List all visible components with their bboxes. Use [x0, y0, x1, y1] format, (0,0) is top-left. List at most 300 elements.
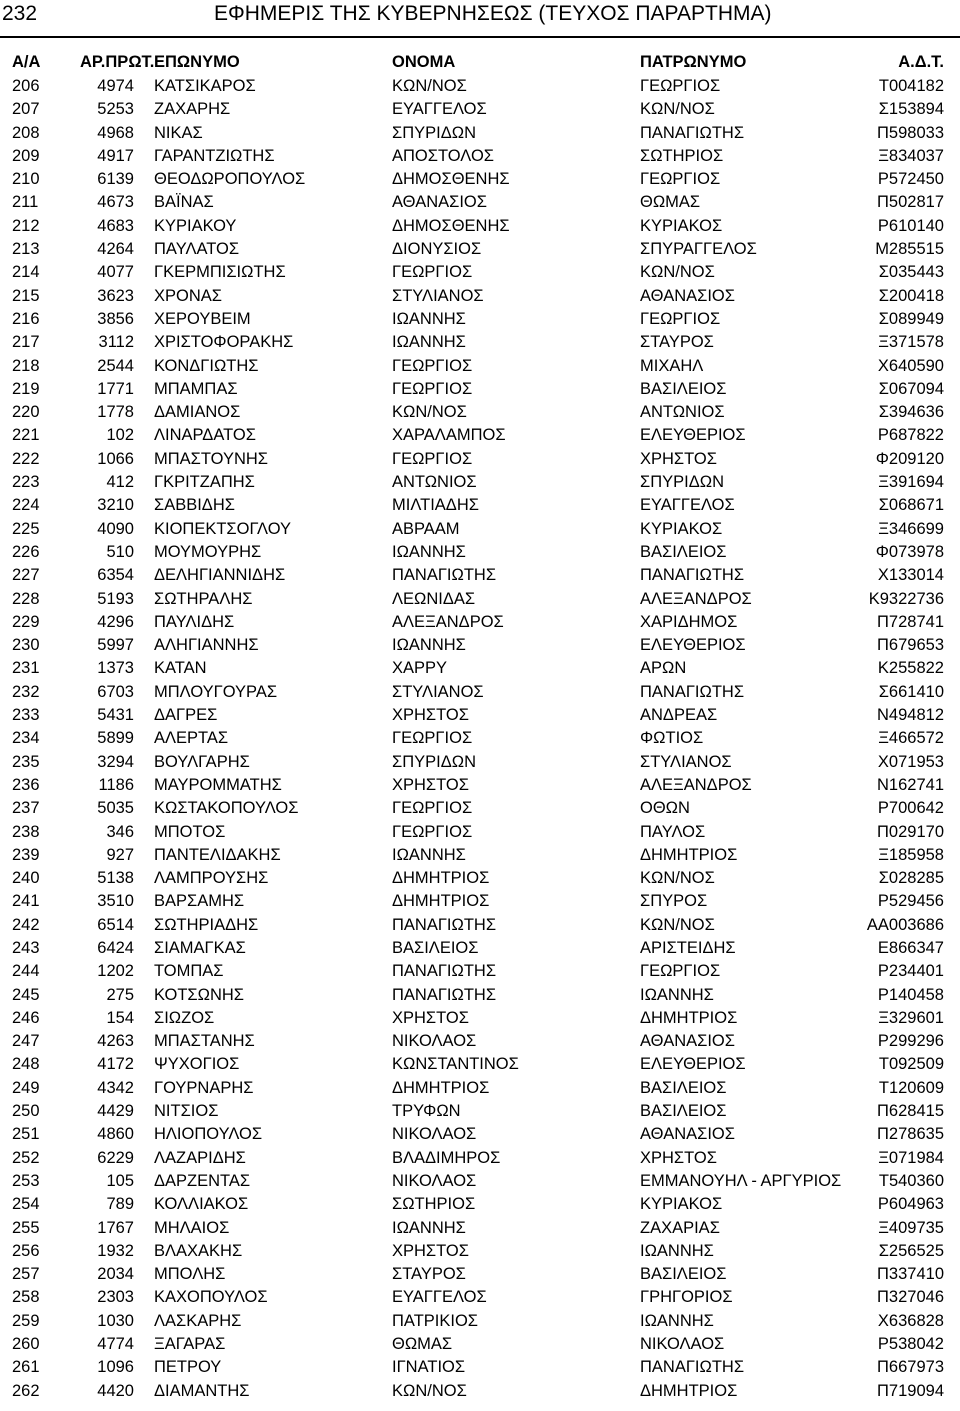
table-row [0, 984, 960, 1007]
protocol-number-cell: 3294 [97, 752, 134, 771]
row-number-cell: 240 [12, 869, 40, 888]
table-row [0, 494, 960, 517]
id-number-cell: Ρ687822 [877, 426, 944, 445]
surname-cell: ΒΟΥΛΓΑΡΗΣ [154, 752, 250, 771]
id-number-cell: Σ035443 [878, 263, 944, 282]
protocol-number-cell: 1030 [97, 1311, 134, 1330]
table-row [0, 355, 960, 378]
table-row [0, 1193, 960, 1216]
table-row [0, 122, 960, 145]
first-name-cell: ΒΑΣΙΛΕΙΟΣ [392, 938, 479, 957]
first-name-cell: ΔΙΟΝΥΣΙΟΣ [392, 240, 482, 259]
protocol-number-cell: 1932 [97, 1241, 134, 1260]
protocol-number-cell: 412 [106, 473, 134, 492]
row-number-cell: 229 [12, 612, 40, 631]
table-row [0, 588, 960, 611]
protocol-number-cell: 3623 [97, 286, 134, 305]
father-name-cell: ΓΕΩΡΓΙΟΣ [640, 170, 721, 189]
father-name-cell: ΧΡΗΣΤΟΣ [640, 1148, 717, 1167]
table-header-row [0, 50, 960, 75]
father-name-cell: ΘΩΜΑΣ [640, 193, 701, 212]
father-name-cell: ΒΑΣΙΛΕΙΟΣ [640, 1078, 727, 1097]
protocol-number-cell: 4683 [97, 216, 134, 235]
father-name-cell: ΒΑΣΙΛΕΙΟΣ [640, 379, 727, 398]
surname-cell: ΜΗΛΑΙΟΣ [154, 1218, 230, 1237]
table-row [0, 215, 960, 238]
protocol-number-cell: 346 [106, 822, 134, 841]
row-number-cell: 256 [12, 1241, 40, 1260]
row-number-cell: 259 [12, 1311, 40, 1330]
protocol-number-cell: 4917 [97, 146, 134, 165]
surname-cell: ΜΠΑΜΠΑΣ [154, 379, 238, 398]
page-number: 232 [2, 2, 38, 25]
surname-cell: ΣΙΑΜΑΓΚΑΣ [154, 938, 246, 957]
protocol-number-cell: 927 [106, 845, 134, 864]
row-number-cell: 219 [12, 379, 40, 398]
father-name-cell: ΕΥΑΓΓΕΛΟΣ [640, 496, 735, 515]
row-number-cell: 226 [12, 542, 40, 561]
id-number-cell: Π337410 [877, 1265, 944, 1284]
id-number-cell: Ρ234401 [877, 962, 944, 981]
father-name-cell: ΕΜΜΑΝΟΥΗΛ - ΑΡΓΥΡΙΟΣ [640, 1171, 842, 1190]
surname-cell: ΜΠΟΤΟΣ [154, 822, 226, 841]
protocol-number-cell: 6514 [97, 915, 134, 934]
father-name-cell: ΜΙΧΑΗΛ [640, 356, 704, 375]
first-name-cell: ΓΕΩΡΓΙΟΣ [392, 822, 473, 841]
protocol-number-cell: 4172 [97, 1055, 134, 1074]
table-row [0, 704, 960, 727]
father-name-cell: ΣΠΥΡΟΣ [640, 892, 708, 911]
column-header-first-name: ΟΝΟΜΑ [392, 53, 456, 71]
row-number-cell: 258 [12, 1288, 40, 1307]
table-row [0, 448, 960, 471]
protocol-number-cell: 3510 [97, 892, 134, 911]
column-header-aa: Α/Α [12, 53, 41, 71]
surname-cell: ΖΑΧΑΡΗΣ [154, 100, 231, 119]
id-number-cell: Ρ604963 [877, 1195, 944, 1214]
id-number-cell: Ν162741 [877, 775, 944, 794]
row-number-cell: 221 [12, 426, 40, 445]
table-row [0, 1147, 960, 1170]
first-name-cell: ΜΙΛΤΙΑΔΗΣ [392, 496, 479, 515]
first-name-cell: ΕΥΑΓΓΕΛΟΣ [392, 100, 487, 119]
id-number-cell: Τ004182 [878, 77, 944, 95]
id-number-cell: Σ068671 [878, 496, 944, 515]
protocol-number-cell: 1202 [97, 962, 134, 981]
first-name-cell: ΝΙΚΟΛΑΟΣ [392, 1032, 477, 1051]
father-name-cell: ΣΤΑΥΡΟΣ [640, 333, 714, 352]
surname-cell: ΠΑΥΛΙΔΗΣ [154, 612, 235, 631]
protocol-number-cell: 5138 [97, 869, 134, 888]
first-name-cell: ΑΝΤΩΝΙΟΣ [392, 473, 477, 492]
father-name-cell: ΚΩΝ/ΝΟΣ [640, 100, 715, 119]
protocol-number-cell: 4263 [97, 1032, 134, 1051]
surname-cell: ΝΙΚΑΣ [154, 123, 203, 142]
id-number-cell: Τ540360 [878, 1171, 944, 1190]
row-number-cell: 218 [12, 356, 40, 375]
protocol-number-cell: 4420 [97, 1381, 134, 1400]
first-name-cell: ΧΡΗΣΤΟΣ [392, 1008, 469, 1027]
first-name-cell: ΑΠΟΣΤΟΛΟΣ [392, 146, 494, 165]
surname-cell: ΞΑΓΑΡΑΣ [154, 1335, 226, 1354]
table-row [0, 75, 960, 98]
surname-cell: ΛΑΣΚΑΡΗΣ [154, 1311, 242, 1330]
table-row [0, 145, 960, 168]
id-number-cell: Π667973 [877, 1358, 944, 1377]
father-name-cell: ΙΩΑΝΝΗΣ [640, 1311, 714, 1330]
father-name-cell: ΓΕΩΡΓΙΟΣ [640, 77, 721, 95]
surname-cell: ΑΛΗΓΙΑΝΝΗΣ [154, 636, 259, 655]
table-row [0, 308, 960, 331]
first-name-cell: ΑΘΑΝΑΣΙΟΣ [392, 193, 487, 212]
row-number-cell: 250 [12, 1102, 40, 1121]
row-number-cell: 253 [12, 1171, 40, 1190]
father-name-cell: ΑΘΑΝΑΣΙΟΣ [640, 1125, 735, 1144]
surname-cell: ΜΑΥΡΟΜΜΑΤΗΣ [154, 775, 282, 794]
father-name-cell: ΣΩΤΗΡΙΟΣ [640, 146, 724, 165]
surname-cell: ΧΡΟΝΑΣ [154, 286, 222, 305]
first-name-cell: ΧΡΗΣΤΟΣ [392, 1241, 469, 1260]
row-number-cell: 223 [12, 473, 40, 492]
id-number-cell: Σ028285 [878, 869, 944, 888]
row-number-cell: 220 [12, 403, 40, 422]
table-row [0, 1286, 960, 1309]
id-number-cell: Ξ391694 [878, 473, 944, 492]
father-name-cell: ΣΤΥΛΙΑΝΟΣ [640, 752, 732, 771]
table-row [0, 821, 960, 844]
protocol-number-cell: 3210 [97, 496, 134, 515]
protocol-number-cell: 6229 [97, 1148, 134, 1167]
first-name-cell: ΠΑΝΑΓΙΩΤΗΣ [392, 915, 497, 934]
father-name-cell: ΕΛΕΥΘΕΡΙΟΣ [640, 636, 746, 655]
protocol-number-cell: 1096 [97, 1358, 134, 1377]
surname-cell: ΣΩΤΗΡΑΛΗΣ [154, 589, 253, 608]
table-row [0, 1030, 960, 1053]
surname-cell: ΚΟΤΣΩΝΗΣ [154, 985, 244, 1004]
first-name-cell: ΙΩΑΝΝΗΣ [392, 333, 466, 352]
table-row [0, 471, 960, 494]
first-name-cell: ΓΕΩΡΓΙΟΣ [392, 379, 473, 398]
table-row [0, 1310, 960, 1333]
table-row [0, 844, 960, 867]
id-number-cell: Σ256525 [878, 1241, 944, 1260]
protocol-number-cell: 510 [106, 542, 134, 561]
surname-cell: ΣΑΒΒΙΔΗΣ [154, 496, 235, 515]
surname-cell: ΛΙΝΑΡΔΑΤΟΣ [154, 426, 256, 445]
id-number-cell: Σ067094 [878, 379, 944, 398]
father-name-cell: ΑΡΙΣΤΕΙΔΗΣ [640, 938, 736, 957]
first-name-cell: ΧΡΗΣΤΟΣ [392, 706, 469, 725]
first-name-cell: ΚΩΝ/ΝΟΣ [392, 1381, 467, 1400]
first-name-cell: ΣΠΥΡΙΔΩΝ [392, 123, 476, 142]
protocol-number-cell: 4264 [97, 240, 134, 259]
father-name-cell: ΑΝΔΡΕΑΣ [640, 706, 718, 725]
row-number-cell: 211 [12, 193, 39, 212]
surname-cell: ΚΟΝΔΓΙΩΤΗΣ [154, 356, 259, 375]
row-number-cell: 228 [12, 589, 40, 608]
table-row [0, 937, 960, 960]
id-number-cell: Ε866347 [877, 938, 944, 957]
protocol-number-cell: 789 [106, 1195, 134, 1214]
father-name-cell: ΟΘΩΝ [640, 799, 690, 818]
surname-cell: ΓΟΥΡΝΑΡΗΣ [154, 1078, 254, 1097]
protocol-number-cell: 6424 [97, 938, 134, 957]
father-name-cell: ΚΩΝ/ΝΟΣ [640, 263, 715, 282]
protocol-number-cell: 4974 [97, 77, 134, 95]
id-number-cell: Ρ610140 [877, 216, 944, 235]
protocol-number-cell: 1778 [97, 403, 134, 422]
father-name-cell: ΑΛΕΞΑΝΔΡΟΣ [640, 775, 752, 794]
table-row [0, 191, 960, 214]
row-number-cell: 233 [12, 706, 40, 725]
table-row [0, 1333, 960, 1356]
first-name-cell: ΠΑΝΑΓΙΩΤΗΣ [392, 566, 497, 585]
id-number-cell: Τ092509 [878, 1055, 944, 1074]
father-name-cell: ΚΥΡΙΑΚΟΣ [640, 1195, 723, 1214]
id-number-cell: Π502817 [877, 193, 944, 212]
id-number-cell: Ξ071984 [878, 1148, 944, 1167]
row-number-cell: 241 [12, 892, 40, 911]
row-number-cell: 238 [12, 822, 40, 841]
id-number-cell: Π719094 [877, 1381, 944, 1400]
table-row [0, 238, 960, 261]
row-number-cell: 248 [12, 1055, 40, 1074]
first-name-cell: ΙΩΑΝΝΗΣ [392, 1218, 466, 1237]
first-name-cell: ΙΩΑΝΝΗΣ [392, 636, 466, 655]
surname-cell: ΣΩΤΗΡΙΑΔΗΣ [154, 915, 259, 934]
protocol-number-cell: 5431 [97, 706, 134, 725]
row-number-cell: 217 [12, 333, 40, 352]
id-number-cell: Π628415 [877, 1102, 944, 1121]
surname-cell: ΜΠΑΣΤΟΥΝΗΣ [154, 449, 268, 468]
protocol-number-cell: 5253 [97, 100, 134, 119]
father-name-cell: ΑΘΑΝΑΣΙΟΣ [640, 286, 735, 305]
father-name-cell: ΑΛΕΞΑΝΔΡΟΣ [640, 589, 752, 608]
row-number-cell: 247 [12, 1032, 40, 1051]
surname-cell: ΔΑΜΙΑΝΟΣ [154, 403, 241, 422]
first-name-cell: ΕΥΑΓΓΕΛΟΣ [392, 1288, 487, 1307]
id-number-cell: Ρ572450 [877, 170, 944, 189]
row-number-cell: 206 [12, 77, 40, 95]
surname-cell: ΔΙΑΜΑΝΤΗΣ [154, 1381, 250, 1400]
first-name-cell: ΣΠΥΡΙΔΩΝ [392, 752, 476, 771]
id-number-cell: Χ640590 [877, 356, 944, 375]
table-row [0, 1170, 960, 1193]
surname-cell: ΠΑΥΛΑΤΟΣ [154, 240, 240, 259]
row-number-cell: 224 [12, 496, 40, 515]
father-name-cell: ΕΛΕΥΘΕΡΙΟΣ [640, 426, 746, 445]
protocol-number-cell: 1771 [97, 379, 134, 398]
protocol-number-cell: 275 [106, 985, 134, 1004]
protocol-number-cell: 4429 [97, 1102, 134, 1121]
table-row [0, 518, 960, 541]
table-row [0, 564, 960, 587]
protocol-number-cell: 4296 [97, 612, 134, 631]
first-name-cell: ΚΩΝ/ΝΟΣ [392, 77, 467, 95]
table-row [0, 331, 960, 354]
id-number-cell: Σ089949 [878, 309, 944, 328]
father-name-cell: ΚΩΝ/ΝΟΣ [640, 869, 715, 888]
surname-cell: ΛΑΖΑΡΙΔΗΣ [154, 1148, 246, 1167]
father-name-cell: ΑΝΤΩΝΙΟΣ [640, 403, 725, 422]
father-name-cell: ΓΕΩΡΓΙΟΣ [640, 309, 721, 328]
id-number-cell: Π598033 [877, 123, 944, 142]
row-number-cell: 242 [12, 915, 40, 934]
protocol-number-cell: 154 [106, 1008, 134, 1027]
protocol-number-cell: 2544 [97, 356, 134, 375]
table-row [0, 1053, 960, 1076]
first-name-cell: ΚΩΝΣΤΑΝΤΙΝΟΣ [392, 1055, 519, 1074]
row-number-cell: 237 [12, 799, 40, 818]
surname-cell: ΔΕΛΗΓΙΑΝΝΙΔΗΣ [154, 566, 286, 585]
first-name-cell: ΓΕΩΡΓΙΟΣ [392, 799, 473, 818]
row-number-cell: 260 [12, 1335, 40, 1354]
row-number-cell: 249 [12, 1078, 40, 1097]
row-number-cell: 216 [12, 309, 40, 328]
id-number-cell: Ξ409735 [878, 1218, 944, 1237]
surname-cell: ΓΚΡΙΤΖΑΠΗΣ [154, 473, 255, 492]
first-name-cell: ΓΕΩΡΓΙΟΣ [392, 729, 473, 748]
protocol-number-cell: 3112 [98, 333, 134, 352]
first-name-cell: ΝΙΚΟΛΑΟΣ [392, 1125, 477, 1144]
table-row [0, 867, 960, 890]
father-name-cell: ΖΑΧΑΡΙΑΣ [640, 1218, 720, 1237]
row-number-cell: 255 [12, 1218, 40, 1237]
first-name-cell: ΓΕΩΡΓΙΟΣ [392, 356, 473, 375]
table-row [0, 914, 960, 937]
first-name-cell: ΠΑΝΑΓΙΩΤΗΣ [392, 985, 497, 1004]
first-name-cell: ΘΩΜΑΣ [392, 1335, 453, 1354]
surname-cell: ΨΥΧΟΓΙΟΣ [154, 1055, 240, 1074]
id-number-cell: Χ071953 [877, 752, 944, 771]
father-name-cell: ΓΕΩΡΓΙΟΣ [640, 962, 721, 981]
row-number-cell: 243 [12, 938, 40, 957]
surname-cell: ΚΟΛΛΙΑΚΟΣ [154, 1195, 249, 1214]
table-row [0, 401, 960, 424]
row-number-cell: 207 [12, 100, 40, 119]
row-number-cell: 261 [12, 1358, 40, 1377]
father-name-cell: ΒΑΣΙΛΕΙΟΣ [640, 542, 727, 561]
registry-table [0, 50, 960, 1403]
first-name-cell: ΔΗΜΗΤΡΙΟΣ [392, 892, 490, 911]
table-row [0, 378, 960, 401]
table-body [0, 75, 960, 1403]
father-name-cell: ΔΗΜΗΤΡΙΟΣ [640, 1008, 738, 1027]
column-header-father-name: ΠΑΤΡΩΝΥΜΟ [640, 53, 747, 71]
id-number-cell: Κ255822 [877, 659, 944, 678]
father-name-cell: ΑΡΩΝ [640, 659, 687, 678]
id-number-cell: Ξ371578 [878, 333, 944, 352]
column-header-protocol-number: ΑΡ.ΠΡΩΤ. [80, 53, 155, 71]
id-number-cell: Φ209120 [875, 449, 944, 468]
first-name-cell: ΔΗΜΟΣΘΕΝΗΣ [392, 170, 510, 189]
first-name-cell: ΣΤΥΛΙΑΝΟΣ [392, 682, 484, 701]
first-name-cell: ΔΗΜΗΤΡΙΟΣ [392, 1078, 490, 1097]
row-number-cell: 225 [12, 519, 40, 538]
surname-cell: ΑΛΕΡΤΑΣ [154, 729, 229, 748]
surname-cell: ΚΑΤΣΙΚΑΡΟΣ [154, 77, 256, 95]
row-number-cell: 227 [12, 566, 40, 585]
table-row [0, 1240, 960, 1263]
surname-cell: ΧΡΙΣΤΟΦΟΡΑΚΗΣ [154, 333, 294, 352]
row-number-cell: 214 [12, 263, 40, 282]
table-row [0, 751, 960, 774]
surname-cell: ΠΕΤΡΟΥ [154, 1358, 222, 1377]
surname-cell: ΔΑΓΡΕΣ [154, 706, 218, 725]
row-number-cell: 251 [12, 1125, 40, 1144]
first-name-cell: ΝΙΚΟΛΑΟΣ [392, 1171, 477, 1190]
table-row [0, 960, 960, 983]
father-name-cell: ΠΑΥΛΟΣ [640, 822, 706, 841]
first-name-cell: ΣΤΥΛΙΑΝΟΣ [392, 286, 484, 305]
id-number-cell: Τ120609 [878, 1078, 944, 1097]
father-name-cell: ΚΥΡΙΑΚΟΣ [640, 216, 723, 235]
protocol-number-cell: 4342 [97, 1078, 134, 1097]
father-name-cell: ΠΑΝΑΓΙΩΤΗΣ [640, 566, 745, 585]
id-number-cell: Ν494812 [877, 706, 944, 725]
id-number-cell: Σ153894 [878, 100, 944, 119]
table-row [0, 1100, 960, 1123]
row-number-cell: 239 [12, 845, 40, 864]
protocol-number-cell: 1066 [97, 449, 134, 468]
first-name-cell: ΔΗΜΟΣΘΕΝΗΣ [392, 216, 510, 235]
protocol-number-cell: 5899 [97, 729, 134, 748]
id-number-cell: Ρ538042 [877, 1335, 944, 1354]
id-number-cell: Ξ329601 [878, 1008, 944, 1027]
table-row [0, 168, 960, 191]
father-name-cell: ΕΛΕΥΘΕΡΙΟΣ [640, 1055, 746, 1074]
row-number-cell: 230 [12, 636, 40, 655]
surname-cell: ΒΑΡΣΑΜΗΣ [154, 892, 245, 911]
row-number-cell: 208 [12, 123, 40, 142]
first-name-cell: ΤΡΥΦΩΝ [392, 1102, 461, 1121]
column-header-id-number: Α.Δ.Τ. [898, 53, 944, 71]
first-name-cell: ΔΗΜΗΤΡΙΟΣ [392, 869, 490, 888]
surname-cell: ΓΚΕΡΜΠΙΣΙΩΤΗΣ [154, 263, 286, 282]
protocol-number-cell: 4860 [97, 1125, 134, 1144]
surname-cell: ΘΕΟΔΩΡΟΠΟΥΛΟΣ [154, 170, 306, 189]
first-name-cell: ΑΒΡΑΑΜ [392, 519, 460, 538]
first-name-cell: ΠΑΝΑΓΙΩΤΗΣ [392, 962, 497, 981]
surname-cell: ΚΑΤΑΝ [154, 659, 207, 678]
protocol-number-cell: 4774 [97, 1335, 134, 1354]
table-row [0, 1077, 960, 1100]
surname-cell: ΚΥΡΙΑΚΟΥ [154, 216, 237, 235]
surname-cell: ΚΙΟΠΕΚΤΣΟΓΛΟΥ [154, 519, 292, 538]
father-name-cell: ΔΗΜΗΤΡΙΟΣ [640, 845, 738, 864]
table-row [0, 797, 960, 820]
table-row [0, 1217, 960, 1240]
id-number-cell: Π728741 [877, 612, 944, 631]
father-name-cell: ΣΠΥΡΑΓΓΕΛΟΣ [640, 240, 757, 259]
page-title: ΕΦΗΜΕΡΙΣ ΤΗΣ ΚΥΒΕΡΝΗΣΕΩΣ (ΤΕΥΧΟΣ ΠΑΡΑΡΤΗΜΑ) [214, 2, 772, 25]
first-name-cell: ΣΤΑΥΡΟΣ [392, 1265, 466, 1284]
table-row [0, 541, 960, 564]
protocol-number-cell: 105 [106, 1171, 134, 1190]
header-divider [0, 36, 960, 38]
table-row [0, 98, 960, 121]
protocol-number-cell: 5035 [97, 799, 134, 818]
father-name-cell: ΣΠΥΡΙΔΩΝ [640, 473, 724, 492]
father-name-cell: ΑΘΑΝΑΣΙΟΣ [640, 1032, 735, 1051]
row-number-cell: 235 [12, 752, 40, 771]
table-row [0, 727, 960, 750]
surname-cell: ΚΑΧΟΠΟΥΛΟΣ [154, 1288, 268, 1307]
father-name-cell: ΓΡΗΓΟΡΙΟΣ [640, 1288, 733, 1307]
table-row [0, 261, 960, 284]
surname-cell: ΗΛΙΟΠΟΥΛΟΣ [154, 1125, 263, 1144]
father-name-cell: ΠΑΝΑΓΙΩΤΗΣ [640, 1358, 745, 1377]
